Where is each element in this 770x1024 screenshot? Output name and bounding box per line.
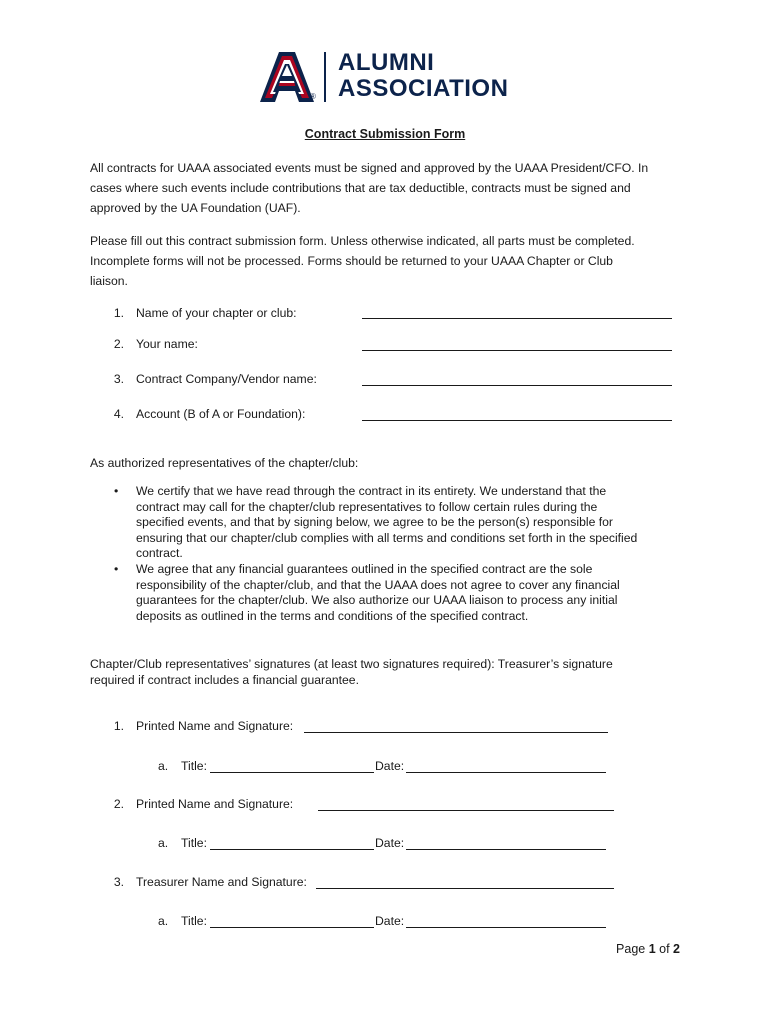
- signature-line-3[interactable]: [316, 888, 614, 889]
- date-line-1[interactable]: [406, 772, 606, 773]
- page-total: 2: [673, 942, 680, 956]
- registered-mark: ®: [310, 92, 316, 101]
- date-label: Date:: [375, 836, 405, 850]
- field-line-vendor[interactable]: [362, 385, 672, 386]
- field-line-chapter[interactable]: [362, 318, 672, 319]
- bullet-line: We certify that we have read through the contract in its entirety. We understand that the: [136, 484, 607, 498]
- signature-number: 1.: [113, 719, 124, 733]
- bullet-line: contract.: [136, 546, 183, 561]
- date-line-3[interactable]: [406, 927, 606, 928]
- page-current: 1: [648, 942, 656, 956]
- title-line-2[interactable]: [210, 849, 374, 850]
- intro-1-line: All contracts for UAAA associated events must be signed and approved by the UAAA President/CFO. In: [90, 161, 649, 175]
- intro-2-line: Please fill out this contract submission form. Unless otherwise indicated, all parts must be completed.: [90, 234, 635, 248]
- date-line-2[interactable]: [406, 849, 606, 850]
- field-label-account: Account (B of A or Foundation):: [136, 407, 306, 421]
- field-label-vendor: Contract Company/Vendor name:: [136, 372, 317, 386]
- field-number: 1.: [113, 306, 124, 320]
- logo-line-1: ALUMNI: [338, 49, 435, 76]
- field-line-your-name[interactable]: [362, 350, 672, 351]
- signature-label: Printed Name and Signature:: [136, 719, 294, 733]
- signatures-intro: [90, 656, 690, 688]
- intro-2-line: Incomplete forms will not be processed. Forms should be returned to your UAAA Chapter or Club: [90, 254, 613, 268]
- field-label-chapter: Name of your chapter or club:: [136, 306, 297, 320]
- intro-paragraph-1: [90, 158, 690, 218]
- intro-1-line: approved by the UA Foundation (UAF).: [90, 201, 301, 215]
- sub-letter: a.: [158, 914, 169, 928]
- page-prefix: Page: [616, 942, 649, 956]
- field-label-your-name: Your name:: [136, 337, 198, 351]
- certification-list: [90, 484, 726, 624]
- title-label: Title:: [181, 759, 207, 773]
- block-a-logo-icon: [256, 48, 318, 106]
- field-number: 3.: [113, 372, 124, 386]
- form-title: Contract Submission Form: [304, 127, 466, 141]
- bullet-line: contract may call for the chapter/club representatives to follow certain rules during the: [136, 499, 598, 514]
- signature-number: 3.: [113, 875, 124, 889]
- bullet-line: guarantees for the chapter/club. We also authorize our UAAA liaison to process any initial: [136, 593, 618, 608]
- page-middle: of: [655, 942, 674, 956]
- bullet-line: responsibility of the chapter/club, and that the UAAA does not agree to cover any financial: [136, 577, 620, 592]
- title-line-3[interactable]: [210, 927, 374, 928]
- signatures-intro-line: Chapter/Club representatives’ signatures (at least two signatures required): Treasurer’s signature: [90, 657, 613, 671]
- bullet-line: ensuring that our chapter/club complies with all terms and conditions set forth in the specified: [136, 530, 638, 545]
- list-item: [114, 561, 726, 624]
- signature-label-treasurer: Treasurer Name and Signature:: [136, 875, 307, 889]
- title-label: Title:: [181, 836, 207, 850]
- signature-line-1[interactable]: [304, 732, 608, 733]
- title-label: Title:: [181, 914, 207, 928]
- logo-divider: [324, 52, 326, 102]
- intro-1-line: cases where such events include contributions that are tax deductible, contracts must be signed and: [90, 181, 631, 195]
- intro-2-line: liaison.: [90, 274, 128, 288]
- signature-line-2[interactable]: [318, 810, 614, 811]
- field-number: 4.: [113, 407, 124, 421]
- field-line-account[interactable]: [362, 420, 672, 421]
- bullet-line: We agree that any financial guarantees outlined in the specified contract are the sole: [136, 561, 593, 576]
- bullet-line: deposits as outlined in the terms and conditions of the specified contract.: [136, 608, 529, 623]
- date-label: Date:: [375, 759, 405, 773]
- authorized-heading: As authorized representatives of the chapter/club:: [90, 456, 359, 470]
- list-item: [114, 484, 726, 562]
- page-number: [616, 942, 680, 956]
- logo-wordmark: [338, 50, 508, 102]
- logo-line-2: ASSOCIATION: [338, 75, 509, 102]
- intro-paragraph-2: [90, 231, 690, 291]
- signature-number: 2.: [113, 797, 124, 811]
- field-number: 2.: [113, 337, 124, 351]
- title-line-1[interactable]: [210, 772, 374, 773]
- signature-label: Printed Name and Signature:: [136, 797, 294, 811]
- signatures-intro-line: required if contract includes a financial guarantee.: [90, 673, 359, 687]
- sub-letter: a.: [158, 836, 169, 850]
- sub-letter: a.: [158, 759, 169, 773]
- bullet-line: specified events, and that by signing below, we agree to be the person(s) responsible for: [136, 515, 613, 530]
- date-label: Date:: [375, 914, 405, 928]
- bullet-icon: •: [114, 561, 119, 576]
- bullet-icon: •: [114, 484, 119, 498]
